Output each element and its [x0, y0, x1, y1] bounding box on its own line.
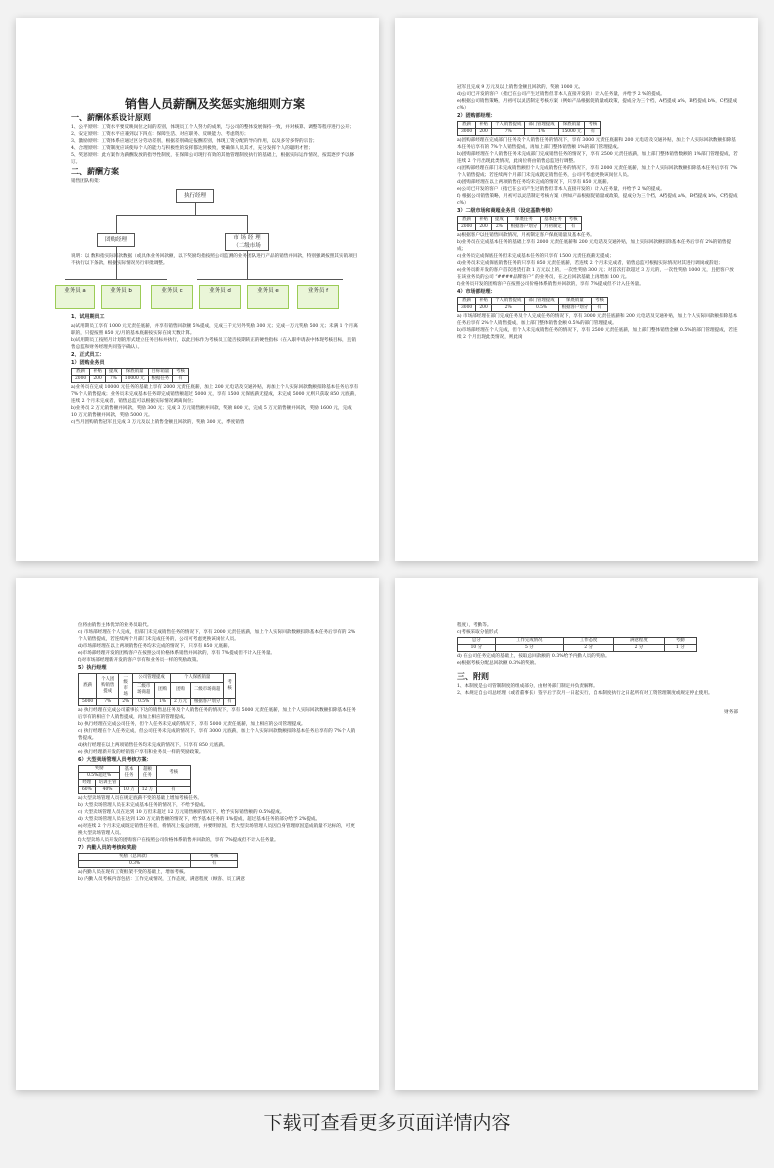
table-cell: 12 万: [138, 787, 156, 794]
table-header-cell: 个人销售提成: [491, 298, 524, 305]
table-cell: 7%: [97, 699, 119, 706]
table-header-cell: 基本任务: [541, 217, 566, 224]
text-line: 冠军且完成 9 万元及以上销售金额且回款的，奖励 1000 元。: [457, 85, 584, 90]
probation-item: a)试用期员工享有 1000 元无责任底薪，并享有销售回款额 5%提成，完成三千元另外奖励 300 元；完成一万元奖励 500 元；未满 1 个月离职的，只提按照 850 元/月的基本底薪按实际在岗天数计算。: [71, 324, 358, 336]
table-cell: 60%: [79, 787, 96, 794]
group-buy-manager-heading: 2）团购部经理：: [457, 113, 496, 119]
list-item: f)大型卖场人员开发的团购客户在按照公司价格体系销售并回款的，享有 7%提成但不计入任务量。: [78, 838, 279, 843]
table-cell: 根据客户划分: [507, 224, 540, 231]
table-header-cell: 个人团购销售提成: [97, 674, 119, 699]
table-header-row: [458, 638, 697, 645]
table-cell: 有: [173, 376, 189, 383]
section-heading-3: 三、附则: [457, 672, 489, 681]
table-header-cell: 底薪: [458, 122, 476, 129]
table-header-cell: 基本任务: [120, 766, 138, 780]
table-cell: 1%: [155, 699, 171, 706]
big-store-table: [78, 765, 191, 794]
probation-heading: 1、试用期员工: [71, 314, 105, 320]
table-header-cell: 考勤: [664, 638, 696, 645]
table-row: [72, 376, 189, 383]
table-cell: 2000: [458, 224, 476, 231]
list-item: d) 在公司任务完成的基础上，按取总回款额的 0.3%给予内勤人员的奖励。: [457, 654, 610, 659]
table-cell: 5 分: [495, 645, 563, 652]
table-cell: 0.5%: [133, 699, 155, 706]
table-header-cell: 团购: [155, 682, 171, 698]
team-item: c)当月团购销售冠军且完成 3 万元及以上销售金额且回款的，奖励 300 元，季度销售: [71, 420, 245, 425]
channel-table: [457, 216, 582, 231]
text-line: c)考核采取分值形式: [457, 630, 499, 635]
table-cell: 0.5%: [525, 305, 558, 312]
document-title: 销售人员薪酬及奖惩实施细则方案: [124, 97, 305, 111]
table-cell: 有: [585, 129, 601, 136]
table-cell: 有: [565, 224, 581, 231]
list-item: c) 执行经理在个人任务完成，但公司任务未完成的情况下，享有 3000 元底薪，加上个人实际回款数额扣除基本任务后享有的 7%个人销售提成。: [78, 729, 356, 741]
table-cell: 10 万: [120, 787, 138, 794]
document-page-3: [16, 578, 379, 1090]
table-header-cell: 补贴: [90, 369, 106, 376]
table-row: [79, 699, 236, 706]
big-store-list: [78, 795, 359, 844]
list-item: a)内勤人员在现有工资框架不变的基础上，增加考核。: [78, 870, 189, 875]
table-header-row: [79, 674, 236, 683]
table-cell: 200: [476, 305, 492, 312]
list-item: d)执行经理在以上两项销售任务均未完成的情况下，只享有 850 元底薪。: [78, 743, 228, 748]
list-item: e)业务员新开发的客户首次进货打款 1 万元以上的，一次性奖励 300 元；对首次打款超过 3 万元的，一次性奖励 1000 元，且把客户放在该业务员的公司 “####品牌客户” 的业务员，在之后回款基础上再增加 100 元。: [457, 268, 734, 280]
table-header-cell: 公司管理提成: [133, 674, 171, 683]
table-header-cell: 部门管理提成: [525, 298, 558, 305]
table-cell: 200: [476, 224, 492, 231]
list-item: a)大型卖场管理人员在规定底薪不变的基础上增加考核任务。: [78, 796, 202, 801]
table-header-cell: 补贴: [476, 122, 492, 129]
org-node-salesperson-d: 业务员 d: [199, 285, 241, 309]
exec-manager-heading: 5）执行经理: [78, 665, 107, 671]
document-page-1: [16, 18, 379, 561]
score-list: [457, 653, 738, 667]
table-header-row: [72, 369, 189, 376]
table-header-cell: 补贴: [476, 298, 492, 305]
table-cell: 2 分: [563, 645, 613, 652]
internal-staff-table: [78, 853, 238, 868]
list-item: c)团购部经理在部门未完成销售额但个人完成销售任务的情况下，享有 2000 元责任底薪，加上个人实际回款数额扣除基本任务后享有 7%个人销售提成；若连续两个月部门未完成既定销售任务，公司可考虑更换该岗位人员。: [457, 166, 738, 178]
list-item: b)团购部经理在个人销售任务未完成部门完成销售任务的情况下，享有 2500 元责任底薪，加上部门整体销售数额的 1%部门管理提成，若连续 2 个月出现此类情况，此岗位将由销售总监进行调整。: [457, 152, 738, 164]
table-row: [79, 787, 191, 794]
table-cell: 2%: [119, 699, 133, 706]
section-heading-1: 一、薪酬体系设计原则: [71, 113, 151, 122]
table-header-row: [458, 122, 601, 129]
table-header-cell: 保底销量: [121, 369, 148, 376]
table-cell: 3000: [458, 305, 476, 312]
table-cell: 10 分: [458, 645, 496, 652]
table-header-cell: 底薪: [458, 217, 476, 224]
list-item: b) 内勤人员考核内容包括：工作完成情况，工作态度，满意程度（顾客、员工满意: [78, 877, 245, 882]
formal-heading: 2、正式员工：: [71, 352, 105, 358]
text-line: d)市场部经理在以上两项销售任务均未完成的情况下，只享有 850 元底薪。: [78, 644, 233, 649]
table-cell: 200: [90, 376, 106, 383]
table-header-cell: 二级市场商超: [190, 682, 223, 698]
table-row: [79, 861, 238, 868]
table-header-cell: 二级市场: [119, 674, 133, 699]
continued-text: [457, 622, 738, 636]
principle-item: 1、公平原则：工资水平要反映岗位之间的差别，体现员工个人努力的成果，与公司的整体发展保持一致，并对核算、调整等程序进行公开；: [71, 125, 355, 130]
document-page-2: [395, 18, 758, 561]
list-item: c)业务员完成保底任务但未完成基本任务的只享有 1500 元责任底薪无提成；: [457, 254, 614, 259]
table-cell: 7%: [105, 376, 121, 383]
table-row: [458, 224, 582, 231]
table-row: [458, 645, 697, 652]
list-item: b) 大型卖场管理人员在未完成基本任务的情况下，不给予提成。: [78, 803, 209, 808]
text-line: e)市场部经理开发的团购客户在按照公司价格体系销售并回款的，享有 7%提成但不计入任务量。: [78, 651, 276, 656]
table-header-cell: 提成: [491, 217, 507, 224]
table-header-cell: 目标销量: [148, 369, 173, 376]
table-cell: 有: [592, 305, 608, 312]
continued-text: [457, 84, 738, 112]
table-row: [458, 305, 608, 312]
table-cell: 根据客户划分: [190, 699, 223, 706]
list-item: f) 根据公司销售策略，月初可以灵活制定考核方案（例如产品根据促销量或政策，提成分为三个档，A档提成 a%，B档提成 b%，C档提成 c%）: [457, 194, 738, 206]
table-cell: 5000: [79, 699, 97, 706]
table-cell: 2 分: [614, 645, 664, 652]
table-cell: 2%: [491, 224, 507, 231]
list-item: e)根据考核分配总回款额 0.3%的奖励。: [457, 661, 539, 666]
table-header-cell: 底薪: [458, 298, 476, 305]
market-manager-table: [457, 297, 608, 312]
table-header-cell: 个人保底销量: [170, 674, 223, 683]
table-header-cell: 保底销量: [558, 122, 585, 129]
table-header-cell: 0.5%超过%: [79, 773, 120, 780]
table-header-cell: 考核: [565, 217, 581, 224]
channel-list: [457, 232, 738, 288]
table-header-cell: 保底销量: [558, 298, 591, 305]
table-header-cell: 培训主管: [95, 780, 120, 787]
table-header-cell: 提成: [105, 369, 121, 376]
team-item: b)业务员 2 万元销售额并回款，奖励 300 元；完成 3 万元销售额并回款，奖励 800 元，完成 5 万元销售额并回款，奖励 1600 元，完成 10 万元销售额并回款，奖励 5000 元。: [71, 406, 352, 418]
table-header-cell: 底薪: [79, 674, 97, 699]
footer-caption: 下载可查看更多页面详情内容: [263, 1112, 511, 1134]
table-header-cell: 满意程度: [614, 638, 664, 645]
table-header-cell: 工作态度: [563, 638, 613, 645]
team-list: [71, 384, 359, 426]
group-buy-manager-table: [457, 121, 601, 136]
list-item: e)公司已开发的客户（指已在公司产生过销售但非本人直接开发的）计入任务量，并给予 2 %的提成。: [457, 187, 665, 192]
big-store-heading: 6）大型卖场管理人员考核方案：: [78, 757, 152, 763]
table-header-cell: 考核: [585, 122, 601, 129]
appendix-list: [457, 683, 738, 697]
table-header-cell: 个人销售提成: [491, 122, 524, 129]
table-header-cell: 考核: [173, 369, 189, 376]
table-cell: 有: [191, 861, 238, 868]
table-header-cell: 工作完成情况: [495, 638, 563, 645]
text-line: c) 市场部经理在个人完成，但部门未完成销售任务的情况下，享有 2000 元责任底薪，加上个人实际回款数额扣除基本任务后享有的 2%个人销售提成，若连续两个月部门未完成任务的，公司可考虑更换该岗位人员。: [78, 630, 356, 642]
list-item: a) 执行经理在完成公司董事长下达的销售总任务及个人销售任务的情况下，享有 5000 元责任底薪，加上个人实际回款数额扣除基本任务后享有的相应个人销售提成，再加上相应的管理提成。: [78, 708, 356, 720]
table-header-cell: 经理: [79, 780, 96, 787]
list-item: a)根据客户以往销售回款情况，月初制定客户保底销量及基本任务。: [457, 233, 595, 238]
exec-manager-table: [78, 673, 236, 706]
table-cell: 有: [224, 699, 235, 706]
table-cell: 7%: [491, 129, 524, 136]
principle-item: 4、合理原则：工资制度应该使每个人的能力与积极性的发挥都达到极致，要确保人员其才，充分发挥个人的聪明才智；: [71, 146, 313, 151]
org-node-market-manager: 市 场 经 理 （二级市场: [225, 233, 269, 251]
table-header-cell: 二级市场商超: [133, 682, 155, 698]
text-line: d)公司已开发的客户（指已在公司产生过销售但非本人直接开发的）计入任务量，并给予 2 %的提成。: [457, 92, 665, 97]
list-item: c) 大型卖场管理人员在达到 10 万但未超过 12 万元销售额的情况下，给予实际销售额的 0.5%提成。: [78, 810, 285, 815]
table-header-cell: 考核: [592, 298, 608, 305]
table-header-cell: 底薪: [72, 369, 90, 376]
principles-list: [71, 124, 359, 166]
org-node-salesperson-c: 业务员 c: [151, 285, 193, 309]
org-node-group-buy-manager: 团购经理: [97, 233, 135, 247]
table-header-cell: 补贴: [476, 217, 492, 224]
internal-staff-list: [78, 869, 359, 883]
market-manager-list: [457, 313, 738, 341]
table-header-cell: 考核: [157, 766, 191, 780]
org-note: 说明：以 数和指实际回款数据（或具体业务回款额，以下奖励均指按照公司监测的业务团队进行产品的销售并回款，特别强调按照其实销项目不执行以下条款，根据实际情况另行审批调整。: [71, 254, 358, 266]
table-header-cell: 考核: [224, 674, 235, 699]
table-cell: 0.3%: [79, 861, 191, 868]
text-line: e)根据公司销售策略，月初可以灵活制定考核方案（例如产品根据促销量或政策，提成分为三个档，A档提成 a%，B档提成 b%，C档提成 c%）: [457, 99, 738, 111]
team-item: a)业务员在完成 10000 元任务的基础上享有 2000 元责任底薪，加上 200 元电话及交通补贴，再加上个人实际回款数额扣除基本任务后享有 7%个人销售提成；业务员未完成基本任务即完成销售额超过 5000 元，享有 1500 元保底薪无提成，未完成 5000 元则只获取 850 元底薪，连续 2 个月未完成者，销售总监可以根据实际情况调离岗位；: [71, 385, 359, 404]
principle-item: 3、激励原则：工资体系应通过区分劳动差别，根据差别确定报酬差别，体现工资分配的导向作用，以及多劳多得的宗旨；: [71, 139, 318, 144]
table-cell: 有: [157, 787, 191, 794]
table-cell: 2%: [491, 305, 524, 312]
text-line: 程度），考勤等。: [457, 623, 492, 628]
table-row: [458, 129, 601, 136]
list-item: 1、本制度是公司管制制度的组成部分，由财务部门制定并负责解释。: [457, 684, 598, 689]
principle-item: 5、奖惩原则：此方案作为薪酬发放的指导性制度，在保障公司现行有效的其他管理制度执行的基础上，根据实际运作情况，按需逐步予以修订。: [71, 153, 355, 165]
table-cell: 10000 元: [121, 376, 148, 383]
section-heading-2: 二、薪酬方案: [71, 167, 119, 176]
table-cell: 1%: [525, 129, 558, 136]
table-header-cell: 部门管理提成: [525, 122, 558, 129]
table-cell: 3000: [458, 129, 476, 136]
org-node-salesperson-e: 业务员 e: [247, 285, 289, 309]
probation-list: [71, 323, 359, 351]
market-manager-heading: 4）市场部经理：: [457, 289, 496, 295]
internal-staff-heading: 7）内勤人员的考核和奖励: [78, 845, 137, 851]
channel-heading: 3）二级市场和商超业务员（设定基数考核）: [457, 208, 556, 214]
list-item: a) 市场部经理在部门完成任务及个人完成任务的情况下，享有 3000 元责任底薪和 200 元电话及交通补贴，加上个人实际回款额扣除基本任务后享有 2%个人销售提成，加上部门整体销售金额 0.5%的部门管理提成。: [457, 314, 738, 326]
list-item: d)业务员未完成保底销售任务的只享有 850 元责任底薪，若连续 2 个月未完成者，销售总监可根据实际情况对其进行调岗或辞退；: [457, 261, 723, 266]
list-item: b)业务员在完成基本任务的基础上享有 2000 元责任底薪和 200 元电话及交通补贴，加上实际回款额扣除基本任务后享有 2%的销售提成；: [457, 240, 732, 252]
org-node-salesperson-a: 业务员 a: [55, 285, 95, 309]
group-buy-manager-list: [457, 137, 738, 207]
table-header-row: [79, 780, 191, 787]
list-item: 2、本规定自公司总经理（或者董事长）签字后于次月一日起实行，自本制度执行之日起所有对工资管理制度或规定停止使用。: [457, 691, 713, 696]
table-cell: 40%: [95, 787, 120, 794]
org-node-salesperson-f: 业务员 f: [297, 285, 339, 309]
org-caption: 销售团队构架：: [71, 179, 104, 184]
org-node-top: 执行经理: [176, 189, 214, 203]
principle-item: 2、安定原则：工资水平应兼到以下四点：保障生活、对应职务、反映能力、考虑资历；: [71, 132, 249, 137]
table-header-cell: 团购: [170, 682, 190, 698]
table-cell: 2 万元: [170, 699, 190, 706]
table-cell: 2000: [72, 376, 90, 383]
table-header-cell: 奖励（总回款）: [79, 854, 191, 861]
list-item: e)对连续 2 个月未完成既定销售任务者，将情况上报总经理，并要明原因，若大型卖场管理人员因自身管理原因造成销量不达标的，可更换大型卖场管理人员。: [78, 824, 355, 836]
table-header-cell: 考核: [191, 854, 238, 861]
table-header-cell: 奖励: [79, 766, 120, 773]
list-item: d) 大型卖场管理人员在达到 120 万元销售额的情况下，给予基本任务的 1%提成，超过基本任务的部分给予 2%提成。: [78, 817, 321, 822]
list-item: d)团购部经理在以上两项销售任务均未完成的情况下，只享有 850 元底薪。: [457, 180, 612, 185]
probation-item: b)试用期员工按照月计划的形式建立任务目标并执行，以此目标作为考核员工能否按期转正的硬性指标（在入职申请表中体现考核目标，且销售总监和财务经理共同签字确认）。: [71, 338, 356, 350]
table-header-cell: 超额任务: [138, 766, 156, 780]
continued-text: [78, 622, 359, 664]
table-cell: 1 分: [664, 645, 696, 652]
org-node-salesperson-b: 业务员 b: [101, 285, 141, 309]
table-cell: 根据客户划分: [558, 305, 591, 312]
list-item: b) 执行经理在完成公司任务，但个人任务未完成的情况下，享有 5000 元责任底薪，加上相应的公司管理提成。: [78, 722, 306, 727]
document-page-4: [395, 578, 758, 1090]
text-line: 位将由销售主体优异的业务员取代。: [78, 623, 152, 628]
table-cell: 月初制定: [541, 224, 566, 231]
list-item: e) 执行经理新开发的经销客户享有和业务员一样的奖励政策。: [78, 750, 204, 755]
table-header-row: [458, 217, 582, 224]
list-item: f)业务员开发的团购客户在按照公司价格体系销售并回款的，享有 7%提成但不计入任务量。: [457, 282, 644, 287]
table-cell: 200: [476, 129, 492, 136]
score-table: [457, 637, 697, 652]
table-cell: 根据任务: [148, 376, 173, 383]
list-item: a)团购部经理在完成部门任务及个人销售任务的情况下，享有 3000 元责任底薪和 200 元电话及交通补贴，加上个人实际回款数额扣除基本任务后享有的 7%个人销售提成，再加上部门整体销售额 1%的部门管理提成。: [457, 138, 736, 150]
table-header-row: [458, 298, 608, 305]
org-chart: [64, 185, 359, 323]
signature: 财务部: [724, 710, 738, 715]
table-header-cell: 保底任务: [507, 217, 540, 224]
table-cell: 15000 元: [558, 129, 585, 136]
list-item: b)市场部经理在个人完成，但个人未完成销售任务的情况下，享有 2500 元责任底薪，加上部门整体销售金额 0.5%的部门管理提成，若连续 2 个月出现此类情况，则此岗: [457, 328, 738, 340]
team-heading: 1）团购业务员: [71, 360, 105, 366]
exec-manager-list: [78, 707, 359, 756]
table-header-cell: 总分: [458, 638, 496, 645]
text-line: f)对市场部经理新开发的客户享有和业务员一样的奖励政策。: [78, 658, 201, 663]
table-header-row: [79, 854, 238, 861]
team-salary-table: [71, 368, 189, 383]
